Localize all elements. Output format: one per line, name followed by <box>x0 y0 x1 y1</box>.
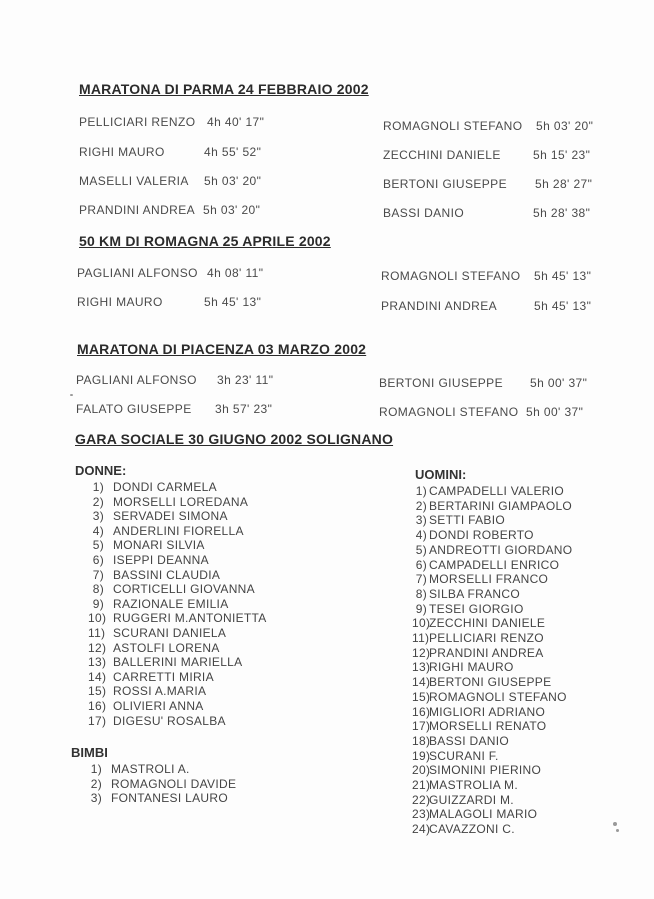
participant-name: BERTONI GIUSEPPE <box>429 675 552 690</box>
participant-name: RIGHI MAURO <box>429 660 514 675</box>
list-item <box>88 670 267 685</box>
result-row <box>383 206 591 220</box>
donne-list <box>88 480 267 728</box>
list-item <box>88 699 267 714</box>
list-item <box>88 714 267 729</box>
result-row <box>383 148 591 162</box>
list-item <box>412 778 572 793</box>
runner-time: 5h 45' 13" <box>534 269 592 283</box>
scan-speck <box>616 829 619 832</box>
runner-name: PAGLIANI ALFONSO <box>76 373 197 387</box>
list-number: 8) <box>92 582 104 597</box>
participant-name: MORSELLI FRANCO <box>429 572 549 587</box>
runner-time: 4h 08' 11" <box>207 266 264 280</box>
runner-name: ZECCHINI DANIELE <box>383 148 501 162</box>
list-number: 2) <box>415 498 427 513</box>
participant-name: SCURANI F. <box>429 748 499 763</box>
participant-name: BASSI DANIO <box>429 733 509 748</box>
participant-name: DONDI CARMELA <box>113 480 217 494</box>
result-row <box>77 266 264 280</box>
list-number: 22) <box>412 792 431 807</box>
list-number: 19) <box>412 748 431 763</box>
list-number: 24) <box>412 822 431 837</box>
list-item <box>88 655 267 670</box>
list-number: 3) <box>92 509 104 524</box>
runner-name: MASELLI VALERIA <box>79 174 189 188</box>
list-number: 11) <box>412 631 430 646</box>
runner-name: ROMAGNOLI STEFANO <box>381 269 521 283</box>
list-number: 7) <box>92 567 104 582</box>
result-row <box>77 295 262 309</box>
list-item <box>88 684 267 699</box>
list-number: 14) <box>88 669 107 684</box>
list-item <box>88 791 236 806</box>
runner-name: PELLICIARI RENZO <box>79 115 196 129</box>
result-row <box>379 376 588 390</box>
participant-name: GUIZZARDI M. <box>429 792 514 807</box>
list-number: 1) <box>415 484 427 498</box>
runner-name: ROMAGNOLI STEFANO <box>379 405 519 419</box>
participant-name: ISEPPI DEANNA <box>113 552 209 567</box>
result-row <box>76 373 274 387</box>
list-number: 20) <box>412 763 431 778</box>
runner-time: 4h 40' 17" <box>207 115 265 129</box>
list-number: 16) <box>88 698 107 713</box>
participant-name: CAMPADELLI ENRICO <box>429 557 560 572</box>
list-item <box>412 587 572 602</box>
list-item <box>88 480 267 495</box>
list-number: 12) <box>412 645 431 660</box>
participant-name: CARRETTI MIRIA <box>113 669 214 684</box>
runner-time: 5h 15' 23" <box>533 148 591 162</box>
participant-name: TESEI GIORGIO <box>429 601 524 616</box>
race-title-parma: MARATONA DI PARMA 24 FEBBRAIO 2002 <box>79 81 369 97</box>
participant-name: BASSINI CLAUDIA <box>113 567 221 582</box>
participant-name: SIMONINI PIERINO <box>429 763 542 778</box>
list-item <box>88 524 267 539</box>
participant-name: PRANDINI ANDREA <box>429 645 544 660</box>
participant-name: MONARI SILVIA <box>113 538 205 553</box>
participant-name: DONDI ROBERTO <box>429 528 534 543</box>
list-number: 15) <box>412 689 431 704</box>
runner-time: 5h 45' 13" <box>534 299 592 313</box>
list-number: 2) <box>92 494 104 509</box>
list-number: 3) <box>90 791 102 806</box>
participant-name: SILBA FRANCO <box>429 586 520 601</box>
list-item <box>412 543 572 558</box>
list-number: 14) <box>412 675 431 690</box>
uomini-label: UOMINI: <box>415 467 467 482</box>
list-item <box>412 631 572 646</box>
participant-name: ROMAGNOLI DAVIDE <box>111 776 237 791</box>
runner-time: 5h 00' 37" <box>530 376 588 390</box>
runner-name: BERTONI GIUSEPPE <box>383 177 507 191</box>
result-row <box>79 115 265 129</box>
list-number: 16) <box>412 704 431 719</box>
result-row <box>381 269 592 283</box>
participant-name: OLIVIERI ANNA <box>113 698 204 713</box>
runner-name: FALATO GIUSEPPE <box>76 402 192 416</box>
list-number: 7) <box>415 572 427 587</box>
list-number: 12) <box>88 640 107 655</box>
runner-name: BASSI DANIO <box>383 206 465 220</box>
participant-name: ANDERLINI FIORELLA <box>113 523 244 538</box>
participant-name: SCURANI DANIELA <box>113 625 227 640</box>
participant-name: BALLERINI MARIELLA <box>113 655 243 670</box>
participant-name: DIGESU' ROSALBA <box>113 713 226 728</box>
participant-name: MASTROLIA M. <box>429 778 518 793</box>
list-item <box>88 582 267 597</box>
list-item <box>412 646 572 661</box>
participant-name: MALAGOLI MARIO <box>429 807 538 822</box>
list-number: 13) <box>412 660 431 675</box>
list-item <box>412 734 572 749</box>
scan-speck <box>613 822 617 826</box>
runner-name: PRANDINI ANDREA <box>381 299 498 313</box>
runner-name: PAGLIANI ALFONSO <box>77 266 198 280</box>
list-item <box>88 762 236 777</box>
participant-name: PELLICIARI RENZO <box>429 631 544 646</box>
list-number: 4) <box>415 528 427 543</box>
race-title-sociale: GARA SOCIALE 30 GIUGNO 2002 SOLIGNANO <box>75 431 394 447</box>
list-number: 18) <box>412 733 431 748</box>
list-number: 11) <box>88 625 106 640</box>
list-number: 5) <box>415 542 427 557</box>
list-item <box>88 538 267 553</box>
list-item <box>412 499 572 514</box>
race-title-romagna: 50 KM DI ROMAGNA 25 APRILE 2002 <box>79 233 331 249</box>
list-number: 13) <box>88 655 107 670</box>
list-item <box>412 528 572 543</box>
participant-name: ROMAGNOLI STEFANO <box>429 689 567 704</box>
list-number: 10) <box>88 611 107 626</box>
list-item <box>412 484 572 499</box>
list-number: 15) <box>88 684 107 699</box>
list-number: 2) <box>90 776 102 791</box>
result-row <box>383 119 594 133</box>
list-number: 1) <box>92 480 104 494</box>
runner-time: 5h 03' 20" <box>204 174 262 188</box>
list-number: 9) <box>92 596 104 611</box>
list-number: 4) <box>92 523 104 538</box>
uomini-list <box>412 484 572 837</box>
list-number: 6) <box>92 552 104 567</box>
list-item <box>412 822 572 837</box>
participant-name: CORTICELLI GIOVANNA <box>113 582 255 597</box>
participant-name: CAVAZZONI C. <box>429 822 515 837</box>
race-title-piacenza: MARATONA DI PIACENZA 03 MARZO 2002 <box>77 341 367 357</box>
participant-name: MORSELLI LOREDANA <box>113 494 249 509</box>
list-item <box>412 705 572 720</box>
runner-time: 3h 23' 11" <box>217 373 274 387</box>
list-item <box>412 793 572 808</box>
list-number: 9) <box>415 601 427 616</box>
list-item <box>412 558 572 573</box>
list-item <box>412 616 572 631</box>
bimbi-label: BIMBI <box>71 745 108 760</box>
result-row <box>79 145 262 159</box>
list-number: 21) <box>412 778 431 793</box>
list-number: 5) <box>92 538 104 553</box>
participant-name: FONTANESI LAURO <box>111 791 228 806</box>
runner-time: 3h 57' 23" <box>215 402 273 416</box>
participant-name: ROSSI A.MARIA <box>113 684 207 699</box>
list-item <box>412 807 572 822</box>
list-item <box>88 597 267 612</box>
participant-name: SERVADEI SIMONA <box>113 509 228 524</box>
participant-name: MORSELLI RENATO <box>429 719 547 734</box>
runner-time: 5h 00' 37" <box>526 405 584 419</box>
list-item <box>88 509 267 524</box>
list-item <box>412 690 572 705</box>
list-number: 17) <box>412 719 431 734</box>
list-number: 1) <box>90 762 102 776</box>
result-row <box>379 405 584 419</box>
donne-label: DONNE: <box>75 463 127 478</box>
list-item <box>88 777 236 792</box>
runner-name: RIGHI MAURO <box>77 295 163 309</box>
runner-name: RIGHI MAURO <box>79 145 165 159</box>
list-item <box>412 719 572 734</box>
runner-time: 5h 28' 38" <box>533 206 591 220</box>
runner-time: 5h 28' 27" <box>535 177 593 191</box>
list-item <box>88 641 267 656</box>
runner-time: 5h 03' 20" <box>203 203 261 217</box>
list-item <box>412 572 572 587</box>
participant-name: RAZIONALE EMILIA <box>113 596 229 611</box>
scan-speck <box>70 394 73 396</box>
result-row <box>381 299 592 313</box>
list-number: 8) <box>415 586 427 601</box>
result-row <box>79 203 261 217</box>
participant-name: SETTI FABIO <box>429 513 505 528</box>
list-item <box>88 495 267 510</box>
result-row <box>76 402 273 416</box>
participant-name: ANDREOTTI GIORDANO <box>429 542 573 557</box>
list-number: 3) <box>415 513 427 528</box>
participant-name: BERTARINI GIAMPAOLO <box>429 498 573 513</box>
runner-time: 5h 03' 20" <box>536 119 594 133</box>
list-number: 23) <box>412 807 431 822</box>
participant-name: RUGGERI M.ANTONIETTA <box>113 611 267 626</box>
list-number: 10) <box>412 616 431 631</box>
list-item <box>412 749 572 764</box>
bimbi-list <box>88 762 236 806</box>
list-item <box>412 513 572 528</box>
list-item <box>412 660 572 675</box>
result-row <box>79 174 262 188</box>
runner-name: BERTONI GIUSEPPE <box>379 376 503 390</box>
list-item <box>412 675 572 690</box>
list-item <box>88 626 267 641</box>
list-item <box>88 611 267 626</box>
list-item <box>412 763 572 778</box>
runner-time: 4h 55' 52" <box>204 145 262 159</box>
participant-name: MIGLIORI ADRIANO <box>429 704 546 719</box>
list-number: 6) <box>415 557 427 572</box>
list-item <box>412 602 572 617</box>
participant-name: ZECCHINI DANIELE <box>429 616 546 631</box>
runner-time: 5h 45' 13" <box>204 295 262 309</box>
runner-name: PRANDINI ANDREA <box>79 203 196 217</box>
result-row <box>383 177 593 191</box>
participant-name: ASTOLFI LORENA <box>113 640 220 655</box>
list-number: 17) <box>88 713 107 728</box>
list-item <box>88 553 267 568</box>
runner-name: ROMAGNOLI STEFANO <box>383 119 523 133</box>
participant-name: MASTROLI A. <box>111 762 190 776</box>
list-item <box>88 568 267 583</box>
participant-name: CAMPADELLI VALERIO <box>429 484 564 498</box>
